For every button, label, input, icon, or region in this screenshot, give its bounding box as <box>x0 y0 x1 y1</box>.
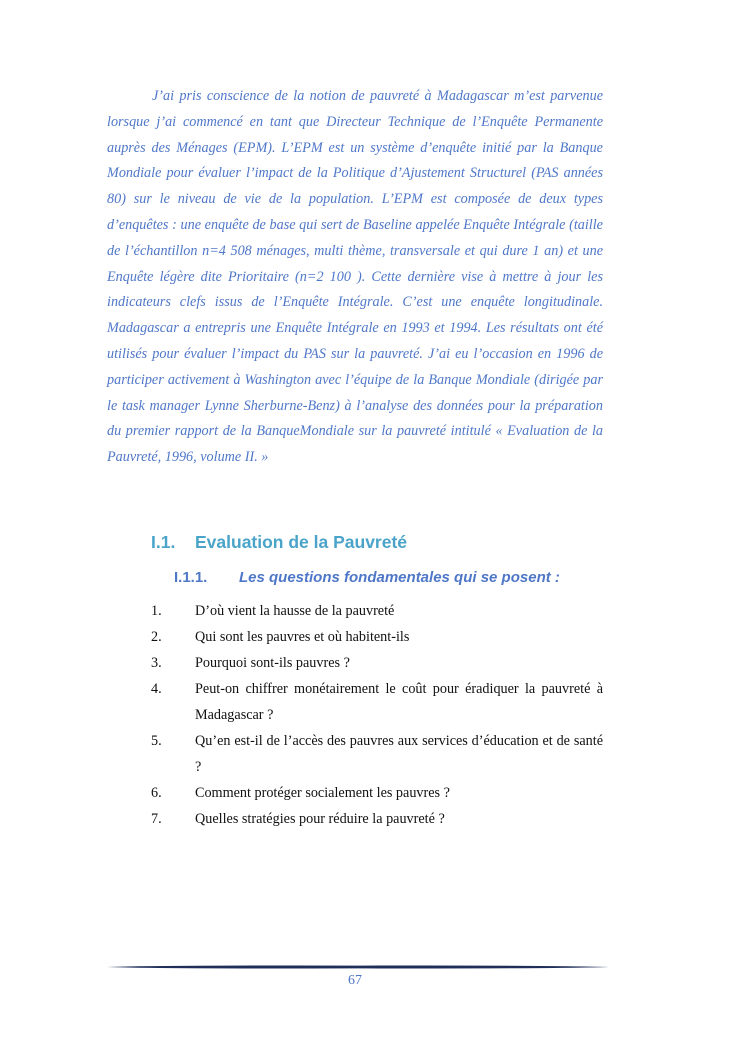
list-item-number: 6. <box>151 785 162 801</box>
intro-paragraph <box>107 84 603 471</box>
list-item-number: 2. <box>151 629 162 645</box>
list-item <box>151 624 603 650</box>
section-heading <box>151 532 407 553</box>
subsection-number: I.1.1. <box>174 569 208 586</box>
list-item-text: Comment protéger socialement les pauvres ? <box>195 785 450 801</box>
list-item-text: Qui sont les pauvres et où habitent-ils <box>195 629 410 645</box>
list-item-number: 1. <box>151 603 162 619</box>
list-item <box>151 598 603 624</box>
list-item-number: 5. <box>151 733 162 749</box>
intro-paragraph-text: J’ai pris conscience de la notion de pauvreté à Madagascar m’est parvenue lorsque j’ai commencé en tant que Directeur Technique de l’Enquête Permanente auprès des Ménages (EPM). L’EPM est un système d’enquête initié par la Banque Mondiale pour évaluer l’impact de la Politique d’Ajustement Structurel (PAS années 80) sur le niveau de vie de la population. L’EPM est composée de deux types d’enquêtes : une enquête de base qui sert de Baseline appelée Enquête Intégrale (taille de l’échantillon n=4 508 ménages, multi thème, transversale et qui dure 1 an) et une Enquête légère dite Prioritaire (n=2 100 ). Cette dernière vise à mettre à jour les indicateurs clefs issus de l’Enquête Intégrale. C’est une enquête longitudinale. Madagascar a entrepris une Enquête Intégrale en 1993 et 1994. Les résultats ont été utilisés pour évaluer l’impact du PAS sur la pauvreté. J’ai eu l’occasion en 1996 de participer activement à Washington avec l’équipe de la Banque Mondiale (dirigée par le task manager Lynne Sherburne-Benz) à l’analyse des données pour la préparation du premier rapport de la BanqueMondiale sur la pauvreté intitulé « Evaluation de la Pauvreté, 1996, volume II. » <box>107 88 603 466</box>
list-item-text: Pourquoi sont-ils pauvres ? <box>195 655 350 671</box>
page-number: 67 <box>348 973 362 988</box>
list-item-number: 3. <box>151 655 162 671</box>
list-item <box>151 780 603 806</box>
list-item <box>151 676 603 728</box>
list-item <box>151 806 603 832</box>
section-title: Evaluation de la Pauvreté <box>195 532 408 552</box>
list-item <box>151 728 603 780</box>
questions-list <box>151 598 603 832</box>
subsection-title: Les questions fondamentales qui se posent : <box>239 569 560 586</box>
list-item-number: 4. <box>151 681 162 697</box>
list-item-text: D’où vient la hausse de la pauvreté <box>195 603 395 619</box>
list-item-number: 7. <box>151 811 162 827</box>
footer-rule <box>107 965 609 969</box>
section-number: I.1. <box>151 532 176 552</box>
list-item <box>151 650 603 676</box>
list-item-text: Quelles stratégies pour réduire la pauvreté ? <box>195 811 445 827</box>
list-item-text: Qu’en est-il de l’accès des pauvres aux services d’éducation et de santé ? <box>195 733 603 775</box>
subsection-heading <box>174 569 560 586</box>
list-item-text: Peut-on chiffrer monétairement le coût pour éradiquer la pauvreté à Madagascar ? <box>195 681 603 723</box>
